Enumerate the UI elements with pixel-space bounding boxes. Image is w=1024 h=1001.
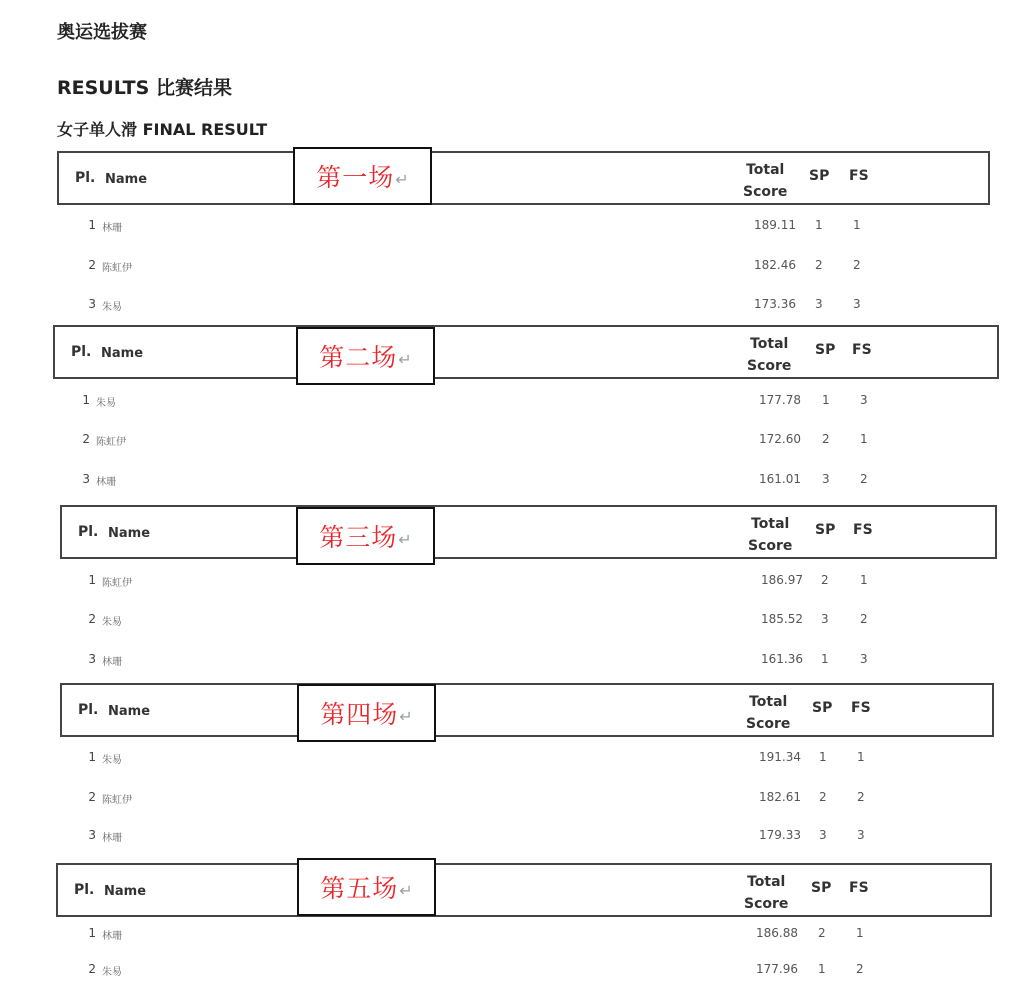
game-label-5: 第五场 ↵	[297, 858, 436, 916]
event-heading: 女子单人滑 FINAL RESULT	[57, 120, 268, 139]
column-name: Name	[108, 526, 151, 541]
column-total-score: Total Score	[748, 516, 793, 554]
return-mark-icon: ↵	[399, 880, 413, 900]
game-label-4: 第四场 ↵	[297, 684, 436, 742]
results-header-game-2	[53, 325, 999, 379]
column-sp: SP	[812, 700, 833, 716]
return-mark-icon: ↵	[398, 529, 412, 549]
column-place: Pl.	[74, 882, 95, 898]
column-sp: SP	[815, 342, 836, 358]
column-total-score: Total Score	[746, 694, 791, 732]
return-mark-icon: ↵	[399, 706, 413, 726]
game-label-3: 第三场 ↵	[296, 507, 435, 565]
column-fs: FS	[849, 168, 869, 184]
column-place: Pl.	[78, 524, 99, 540]
table-row: 2 朱易 177.96 1 2	[88, 962, 864, 978]
column-place: Pl.	[78, 702, 99, 718]
game-label-1: 第一场 ↵	[293, 147, 432, 205]
column-fs: FS	[853, 522, 873, 538]
column-sp: SP	[815, 522, 836, 538]
column-name: Name	[105, 172, 148, 187]
section-heading: RESULTS 比赛结果	[57, 77, 232, 99]
return-mark-icon: ↵	[398, 349, 412, 369]
column-total-score: Total Score	[747, 336, 792, 374]
column-fs: FS	[849, 880, 869, 896]
column-place: Pl.	[75, 170, 96, 186]
return-mark-icon: ↵	[395, 169, 409, 189]
column-sp: SP	[809, 168, 830, 184]
column-total-score: Total Score	[744, 874, 789, 912]
game-label-2: 第二场 ↵	[296, 327, 435, 385]
column-total-score: Total Score	[743, 162, 788, 200]
column-name: Name	[104, 884, 147, 899]
column-fs: FS	[852, 342, 872, 358]
column-name: Name	[108, 704, 151, 719]
column-place: Pl.	[71, 344, 92, 360]
column-name: Name	[101, 346, 144, 361]
results-header-game-4	[60, 683, 994, 737]
results-header-game-1	[57, 151, 990, 205]
column-sp: SP	[811, 880, 832, 896]
column-fs: FS	[851, 700, 871, 716]
results-header-game-5	[56, 863, 992, 917]
document-title: 奥运选拔赛	[57, 22, 147, 43]
results-header-game-3	[60, 505, 997, 559]
